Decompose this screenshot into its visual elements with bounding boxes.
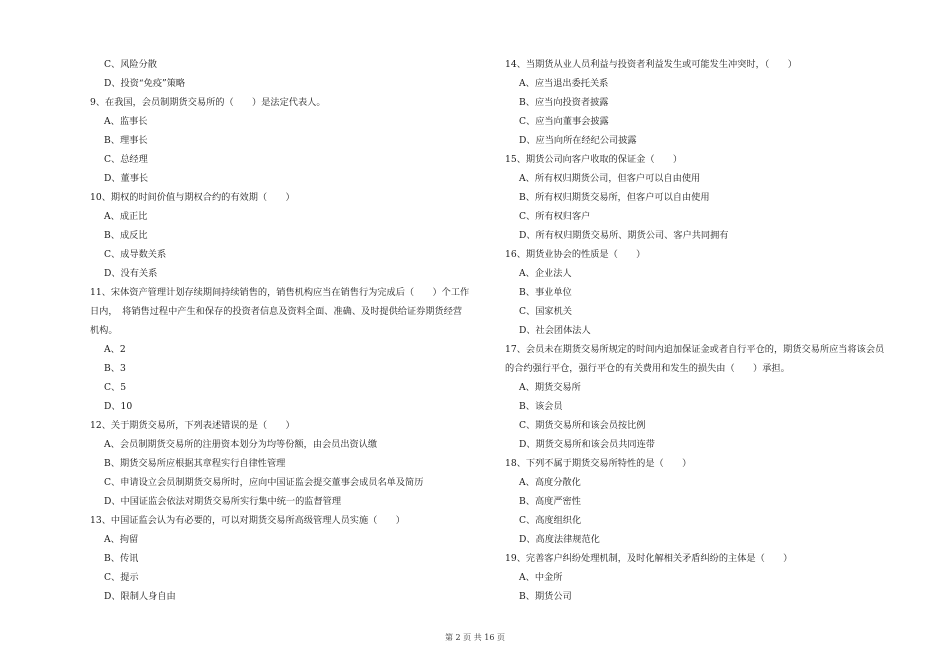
answer-option: B、3 <box>104 363 126 374</box>
answer-option: D、期货交易所和该会员共同连带 <box>519 439 655 450</box>
answer-option: B、传讯 <box>104 553 139 564</box>
answer-option: A、高度分散化 <box>519 477 581 488</box>
question-text: 12、关于期货交易所，下列表述错误的是（ ） <box>90 420 295 431</box>
answer-option: B、应当向投资者披露 <box>519 97 609 108</box>
question-text: 15、期货公司向客户收取的保证金（ ） <box>505 154 683 165</box>
answer-option: C、期货交易所和该会员按比例 <box>519 420 646 431</box>
answer-option: C、成导数关系 <box>104 249 167 260</box>
question-text: 16、期货业协会的性质是（ ） <box>505 249 646 260</box>
question-text: 的合约强行平仓，强行平仓的有关费用和发生的损失由（ ）承担。 <box>505 363 790 374</box>
answer-option: A、应当退出委托关系 <box>519 78 609 89</box>
answer-option: B、事业单位 <box>519 287 572 298</box>
answer-option: C、总经理 <box>104 154 148 165</box>
answer-option: B、期货公司 <box>519 591 572 602</box>
page-footer: 第 2 页 共 16 页 <box>445 633 505 642</box>
answer-option: A、会员制期货交易所的注册资本划分为均等份额，由会员出资认缴 <box>104 439 378 450</box>
question-text: 13、中国证监会认为有必要的，可以对期货交易所高级管理人员实施（ ） <box>90 515 405 526</box>
answer-option: D、社会团体法人 <box>519 325 591 336</box>
answer-option: B、成反比 <box>104 230 148 241</box>
answer-option: B、该会员 <box>519 401 563 412</box>
question-text: 日内， 将销售过程中产生和保存的投资者信息及资料全面、准确、及时提供给证券期货经营 <box>90 306 463 317</box>
answer-option: D、投资“免疫”策略 <box>104 78 186 89</box>
answer-option: C、高度组织化 <box>519 515 582 526</box>
question-text: 17、会员未在期货交易所规定的时间内追加保证金或者自行平仓的，期货交易所应当将该会员 <box>505 344 885 355</box>
answer-option: C、风险分散 <box>104 59 157 70</box>
answer-option: C、申请设立会员制期货交易所时，应向中国证监会提交董事会成员名单及简历 <box>104 477 424 488</box>
answer-option: D、应当向所在经纪公司披露 <box>519 135 637 146</box>
left-column <box>90 55 490 606</box>
answer-option: D、高度法律规范化 <box>519 534 600 545</box>
answer-option: A、拘留 <box>104 534 139 545</box>
question-text: 机构。 <box>90 325 118 336</box>
answer-option: A、期货交易所 <box>519 382 581 393</box>
answer-option: A、监事长 <box>104 116 148 127</box>
answer-option: B、理事长 <box>104 135 148 146</box>
question-text: 9、在我国，会员制期货交易所的（ ）是法定代表人。 <box>90 97 326 108</box>
answer-option: D、限制人身自由 <box>104 591 176 602</box>
question-text: 14、当期货从业人员利益与投资者利益发生或可能发生冲突时，（ ） <box>505 59 797 70</box>
question-text: 19、完善客户纠纷处理机制，及时化解相关矛盾纠纷的主体是（ ） <box>505 553 793 564</box>
answer-option: B、期货交易所应根据其章程实行自律性管理 <box>104 458 286 469</box>
answer-option: D、10 <box>104 401 133 412</box>
answer-option: A、企业法人 <box>519 268 572 279</box>
answer-option: A、2 <box>104 344 126 355</box>
answer-option: C、国家机关 <box>519 306 572 317</box>
answer-option: D、中国证监会依法对期货交易所实行集中统一的监督管理 <box>104 496 342 507</box>
answer-option: B、高度严密性 <box>519 496 581 507</box>
answer-option: D、董事长 <box>104 173 149 184</box>
answer-option: B、所有权归期货交易所，但客户可以自由使用 <box>519 192 710 203</box>
answer-option: D、所有权归期货交易所、期货公司、客户共同拥有 <box>519 230 729 241</box>
answer-option: A、成正比 <box>104 211 148 222</box>
question-text: 11、宋体资产管理计划存续期间持续销售的，销售机构应当在销售行为完成后（ ）个工作 <box>90 287 470 298</box>
answer-option: A、所有权归期货公司，但客户可以自由使用 <box>519 173 701 184</box>
answer-option: D、没有关系 <box>104 268 158 279</box>
answer-option: C、5 <box>104 382 127 393</box>
answer-option: A、中金所 <box>519 572 563 583</box>
answer-option: C、提示 <box>104 572 139 583</box>
answer-option: C、所有权归客户 <box>519 211 591 222</box>
answer-option: C、应当向董事会披露 <box>519 116 609 127</box>
question-text: 18、下列不属于期货交易所特性的是（ ） <box>505 458 692 469</box>
question-text: 10、期权的时间价值与期权合约的有效期（ ） <box>90 192 295 203</box>
right-column <box>505 55 905 606</box>
